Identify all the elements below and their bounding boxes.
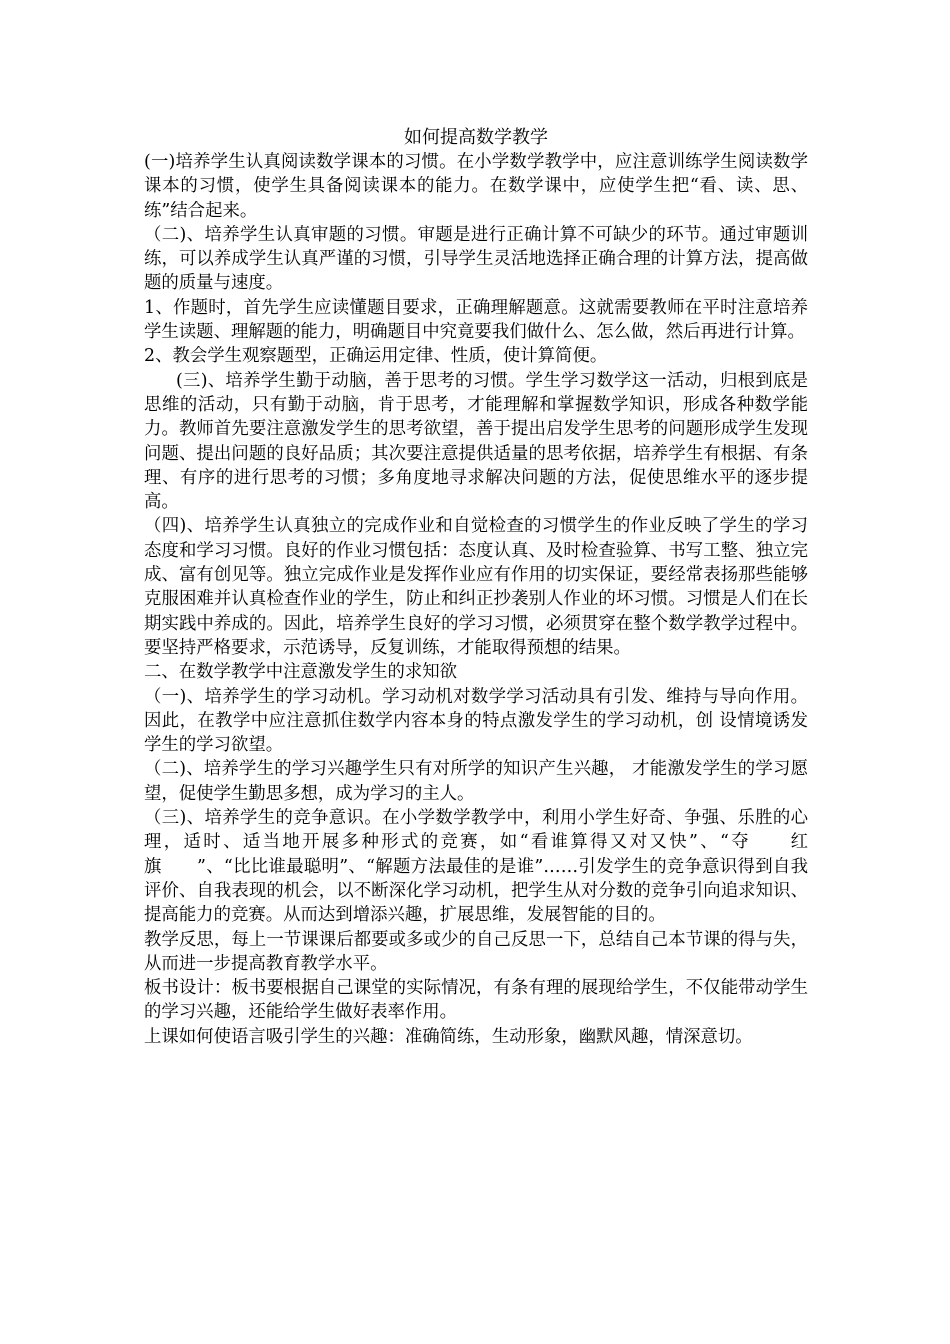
- paragraph-thinking-habit: (三)、培养学生勤于动脑，善于思考的习惯。学生学习数学这一活动，归根到底是思维的活动，只有勤于动脑，肯于思考，才能理解和掌握数学知识，形成各种数学能力。教师首先要注意激发学生的思考欲望，善于提出启发学生思考的问题形成学生发现问题、提出问题的良好品质；其次要注意提供适量的思考依据，培养学生有根据、有条理、有序的进行思考的习惯；多角度地寻求解决问题的方法，促使思维水平的逐步提高。: [144, 370, 808, 513]
- paragraph-homework-habit: （四)、培养学生认真独立的完成作业和自觉检查的习惯学生的作业反映了学生的学习态度和学习习惯。良好的作业习惯包括：态度认真、及时检查验算、书写工整、独立完成、富有创见等。独立完成作业是发挥作业应有作用的切实保证，要经常表扬那些能够克服困难并认真检查作业的学生，防止和纠正抄袭别人作业的坏习惯。习惯是人们在长期实践中养成的。因此，培养学生良好的学习习惯，必须贯穿在整个数学教学过程中。要坚持严格要求，示范诱导，反复训练，才能取得预想的结果。: [144, 516, 808, 658]
- paragraph-competition-awareness: （三)、培养学生的竞争意识。在小学数学教学中，利用小学生好奇、争强、乐胜的心理，适时、适当地开展多种形式的竞赛，如“看谁算得又对又快”、“夺 红旗 ”、“比比谁最聪明”、“解题方法最佳的是谁”……引发学生的竞争意识得到自我评价、自我表现的机会，以不断深化学习动机，把学生从对分数的竞争引向追求知识、提高能力的竞赛。从而达到增添兴趣，扩展思维，发展智能的目的。: [144, 808, 808, 926]
- paragraph-classroom-language: 上课如何使语言吸引学生的兴趣：准确简练，生动形象，幽默风趣，情深意切。: [144, 1026, 753, 1047]
- paragraph-point-1: 1、作题时，首先学生应读懂题目要求，正确理解题意。这就需要教师在平时注意培养学生读题、理解题的能力，明确题目中究竟要我们做什么、怎么做，然后再进行计算。: [144, 297, 808, 343]
- paragraph-point-2: 2、教会学生观察题型，正确运用定律、性质，使计算简便。: [144, 346, 608, 367]
- paragraph-reading-habit: (一)培养学生认真阅读数学课本的习惯。在小学数学教学中，应注意训练学生阅读数学课本的习惯，使学生具备阅读课本的能力。在数学课中，应使学生把“看、读、思、练”结合起来。: [144, 152, 808, 221]
- paragraph-learning-motivation: （一)、培养学生的学习动机。学习动机对数学学习活动具有引发、维持与导向作用。因此，在教学中应注意抓住数学内容本身的特点激发学生的学习动机，创 设情境诱发学生的学习欲望。: [144, 686, 808, 756]
- paragraph-blackboard-design: 板书设计：板书要根据自己课堂的实际情况，有条有理的展现给学生，不仅能带动学生的学习兴趣，还能给学生做好表率作用。: [144, 978, 808, 1023]
- paragraph-learning-interest: （二)、培养学生的学习兴趣学生只有对所学的知识产生兴趣， 才能激发学生的学习愿望，促使学生勤思多想，成为学习的主人。: [144, 759, 808, 804]
- paragraph-teaching-reflection: 教学反思，每上一节课课后都要或多或少的自己反思一下，总结自己本节课的得与失，从而进一步提高教育教学水平。: [144, 929, 808, 974]
- paragraph-review-question-habit: （二)、培养学生认真审题的习惯。审题是进行正确计算不可缺少的环节。通过审题训练，可以养成学生认真严谨的习惯，引导学生灵活地选择正确合理的计算方法，提高做题的质量与速度。: [144, 224, 808, 294]
- section-heading-curiosity: 二、在数学教学中注意激发学生的求知欲: [144, 662, 458, 683]
- document-page: [144, 126, 808, 1049]
- document-title: 如何提高数学教学: [404, 127, 548, 148]
